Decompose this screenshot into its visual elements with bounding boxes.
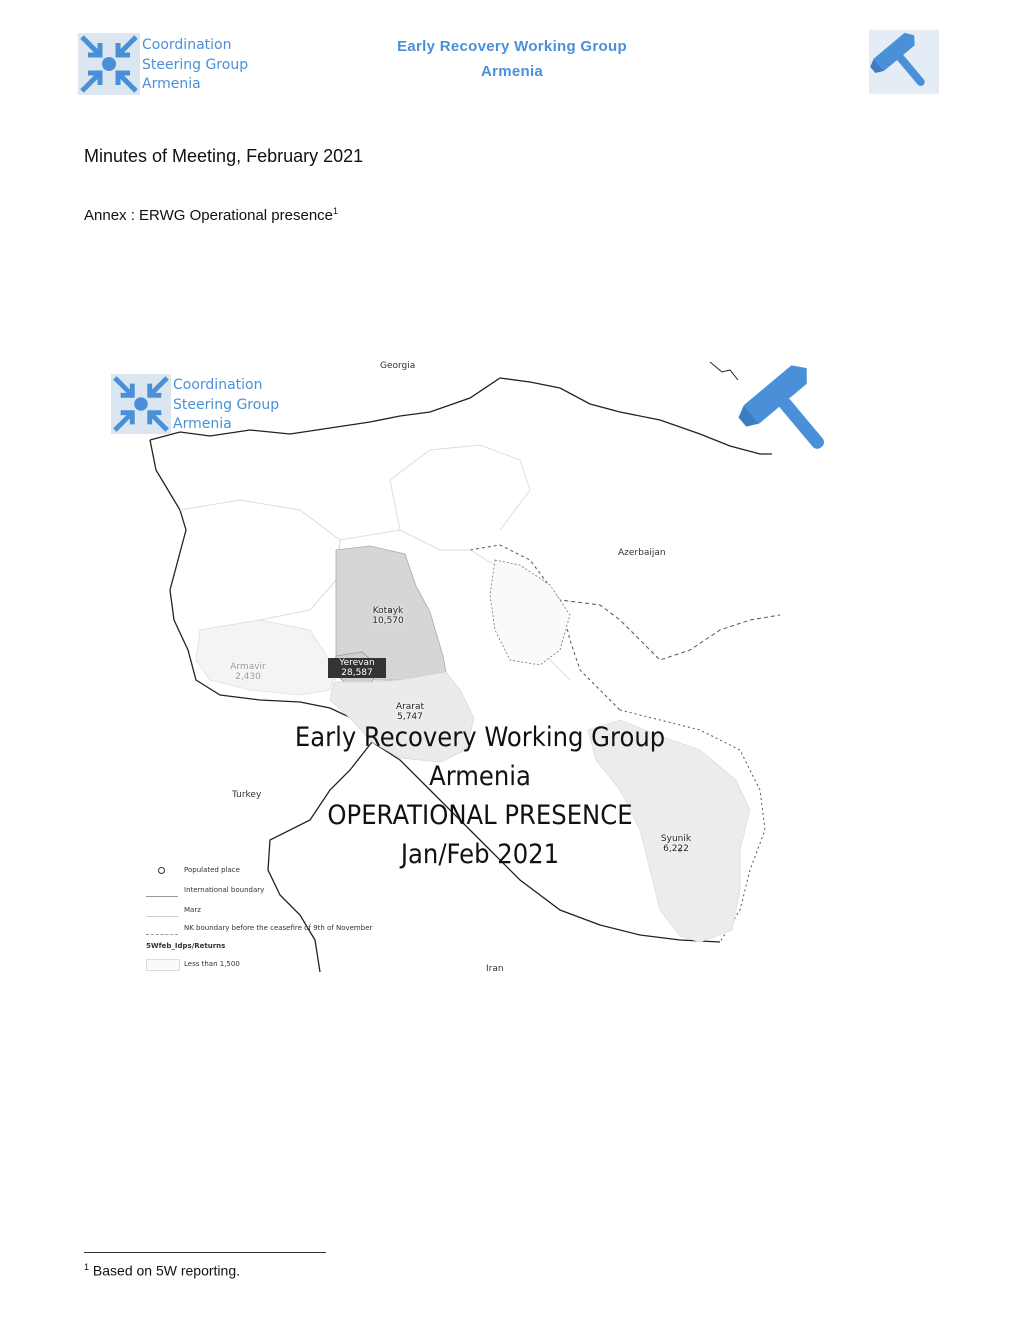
- region-value: 28,587: [341, 668, 373, 678]
- region-name: Ararat: [395, 702, 425, 712]
- hammer-icon: [736, 360, 846, 460]
- map-title-line-4: Jan/Feb 2021: [400, 839, 560, 870]
- header-hammer-box: [869, 30, 939, 94]
- header-title: [312, 34, 712, 84]
- annex-footnote-mark: 1: [333, 206, 339, 216]
- header-logo: [78, 33, 258, 97]
- region-value: 5,747: [397, 712, 423, 722]
- coordination-logo-icon: [110, 374, 172, 434]
- annex-text: Annex : ERWG Operational presence: [84, 207, 334, 224]
- legend-label: Less than 1,500: [184, 960, 240, 968]
- country-label-georgia: Georgia: [380, 361, 416, 371]
- legend-international-boundary: [146, 886, 446, 899]
- map-title: [246, 718, 714, 874]
- range-symbol: [146, 959, 180, 971]
- map-title-line-3: OPERATIONAL PRESENCE: [327, 800, 633, 831]
- footnote-rule: [84, 1252, 326, 1253]
- country-label-iran: Iran: [486, 964, 504, 974]
- operational-presence-map: [100, 350, 800, 980]
- region-armavir: [196, 620, 336, 695]
- map-logo: [110, 374, 300, 436]
- map-legend: [146, 866, 446, 976]
- logo-line-2: Steering Group: [142, 56, 249, 73]
- boundary-symbol: [146, 886, 178, 897]
- legend-range-item: [146, 959, 446, 973]
- populated-place-symbol: [158, 867, 165, 874]
- region-value: 2,430: [235, 672, 261, 682]
- region-value: 6,222: [663, 844, 689, 854]
- legend-label: Marz: [184, 906, 201, 914]
- lake-sevan: [490, 560, 570, 665]
- header-title-line-1: Early Recovery Working Group: [397, 38, 627, 55]
- region-label-yerevan: [328, 658, 386, 678]
- legend-label: International boundary: [184, 886, 265, 894]
- nk-boundary-symbol: [146, 924, 178, 935]
- annex-line: [84, 206, 338, 224]
- region-name: Kotayk: [372, 606, 404, 616]
- logo-line-1: Coordination: [142, 37, 232, 53]
- map-title-line-1: Early Recovery Working Group: [294, 722, 666, 753]
- map-logo-line-2: Steering Group: [173, 396, 280, 413]
- footnote: [84, 1262, 240, 1279]
- legend-layer-title: 5Wfeb_Idps/Returns: [146, 942, 226, 950]
- map-logo-line-3: Armenia: [173, 416, 232, 432]
- footnote-text: Based on 5W reporting.: [92, 1262, 240, 1279]
- country-label-turkey: Turkey: [232, 790, 262, 800]
- map-title-line-2: Armenia: [429, 761, 531, 792]
- legend-populated-place: [146, 866, 446, 874]
- legend-label: Populated place: [184, 866, 240, 874]
- map-logo-line-1: Coordination: [173, 377, 263, 393]
- hammer-icon: [869, 30, 939, 94]
- region-value: 10,570: [372, 616, 404, 626]
- meeting-line: Minutes of Meeting, February 2021: [84, 146, 364, 166]
- legend-label: NK boundary before the ceasefire of 9th of November: [184, 924, 373, 932]
- country-label-azerbaijan: Azerbaijan: [618, 548, 666, 558]
- marz-boundaries: [180, 500, 340, 630]
- region-name: Armavir: [230, 662, 266, 672]
- marz-symbol: [146, 906, 178, 917]
- legend-marz: [146, 906, 446, 919]
- header-title-line-2: Armenia: [480, 63, 544, 80]
- region-label-armavir: [218, 662, 278, 682]
- region-name: Yerevan: [339, 658, 375, 668]
- region-name: Syunik: [660, 834, 692, 844]
- logo-line-3: Armenia: [142, 76, 201, 92]
- region-label-kotayk: [358, 606, 418, 626]
- footnote-mark: 1: [84, 1262, 90, 1272]
- legend-nk-boundary: [146, 924, 446, 937]
- coordination-logo-icon: [78, 33, 140, 95]
